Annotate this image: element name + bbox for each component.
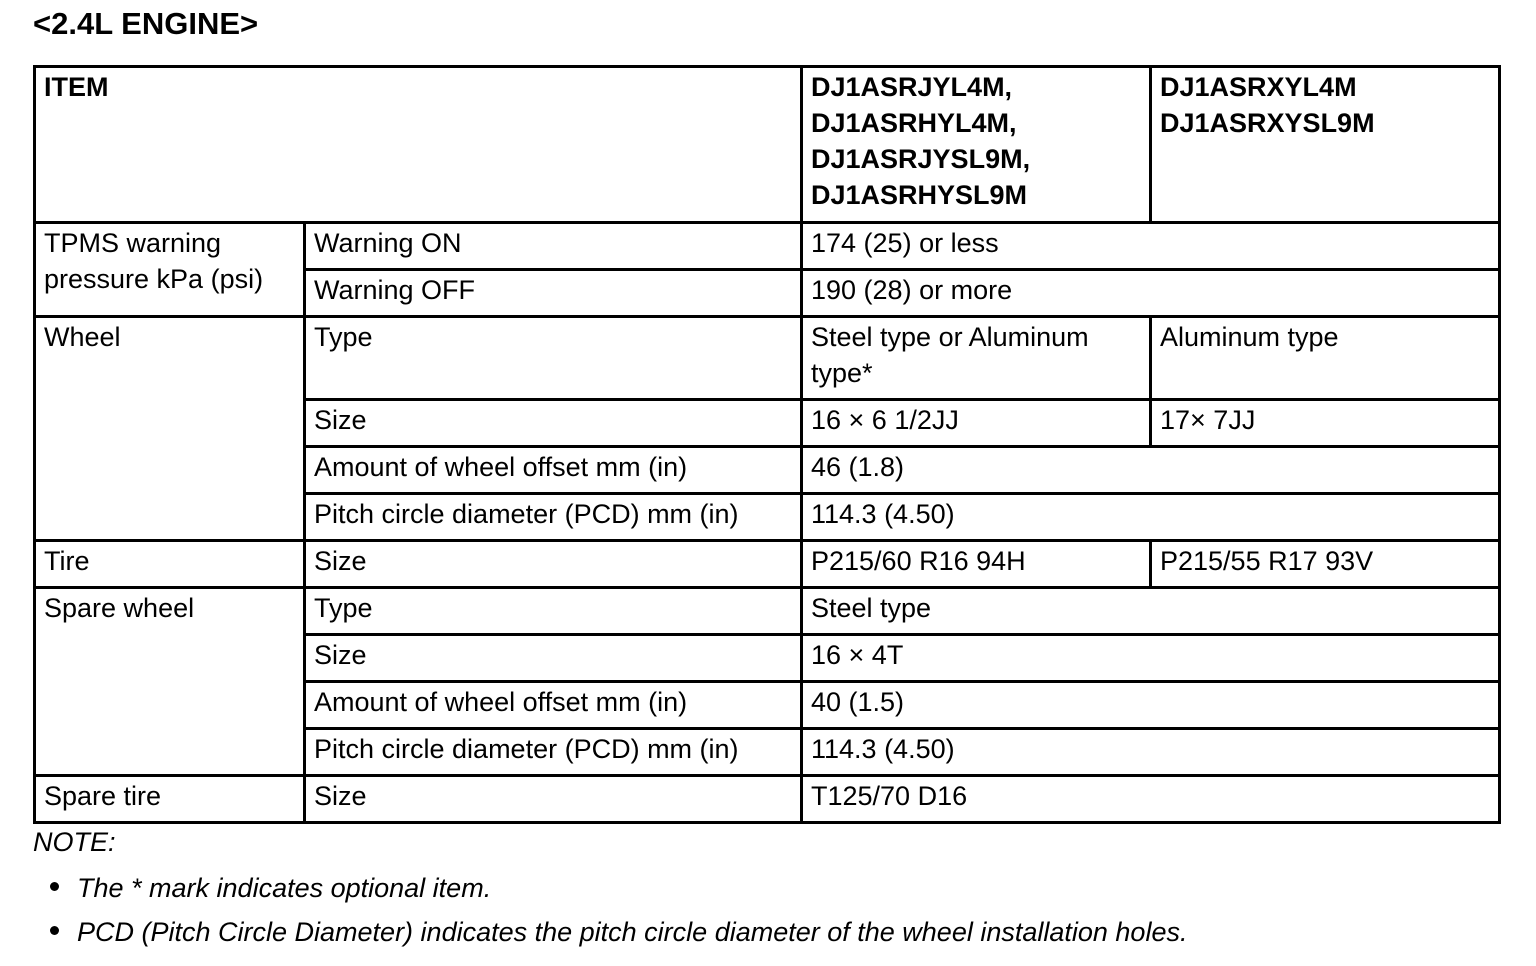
table-row [35,223,1500,270]
bullet-icon [50,882,59,891]
model-group-a-header [802,67,1151,223]
spare-wheel-label: Spare wheel [35,588,305,776]
model-code: DJ1ASRJYL4M, [811,72,1013,102]
note-label: NOTE: [33,827,116,857]
warning-on-label: Warning ON [305,223,802,270]
bullet-icon [50,926,59,935]
tire-size-label: Size [305,541,802,588]
model-code: DJ1ASRHYSL9M [811,180,1028,210]
note-item-text: The * mark indicates optional item. [77,873,492,903]
wheel-size-value-a: 16 × 6 1/2JJ [802,400,1151,447]
table-row [35,541,1500,588]
item-header: ITEM [35,67,802,223]
tpms-label: TPMS warning pressure kPa (psi) [35,223,305,317]
spare-wheel-size-value: 16 × 4T [802,635,1500,682]
spare-wheel-type-value: Steel type [802,588,1500,635]
note-item-text: PCD (Pitch Circle Diameter) indicates the pitch circle diameter of the wheel installation holes. [77,917,1188,947]
model-code: DJ1ASRXYL4M [1160,72,1357,102]
model-code: DJ1ASRHYL4M, [811,108,1017,138]
note-item [50,866,1187,910]
spare-wheel-offset-value: 40 (1.5) [802,682,1500,729]
page-title: <2.4L ENGINE> [33,6,259,41]
warning-off-value: 190 (28) or more [802,270,1500,317]
wheel-type-value-b: Aluminum type [1151,317,1500,400]
spare-tire-size-value: T125/70 D16 [802,776,1500,823]
wheel-size-label: Size [305,400,802,447]
model-code: DJ1ASRJYSL9M, [811,144,1031,174]
model-code: DJ1ASRXYSL9M [1160,108,1375,138]
table-header-row [35,67,1500,223]
tire-label: Tire [35,541,305,588]
wheel-pcd-value: 114.3 (4.50) [802,494,1500,541]
spare-tire-size-label: Size [305,776,802,823]
spare-wheel-pcd-label: Pitch circle diameter (PCD) mm (in) [305,729,802,776]
spare-wheel-type-label: Type [305,588,802,635]
note-item [50,910,1187,954]
table-row [35,317,1500,400]
model-group-b-header [1151,67,1500,223]
wheel-type-value-a: Steel type or Aluminum type* [802,317,1151,400]
wheel-label: Wheel [35,317,305,541]
wheel-offset-label: Amount of wheel offset mm (in) [305,447,802,494]
tire-size-value-a: P215/60 R16 94H [802,541,1151,588]
note-list [50,866,1187,954]
table-row [35,588,1500,635]
spare-wheel-size-label: Size [305,635,802,682]
wheel-pcd-label: Pitch circle diameter (PCD) mm (in) [305,494,802,541]
wheel-type-label: Type [305,317,802,400]
spare-wheel-offset-label: Amount of wheel offset mm (in) [305,682,802,729]
spare-tire-label: Spare tire [35,776,305,823]
spare-wheel-pcd-value: 114.3 (4.50) [802,729,1500,776]
spec-table [33,65,1501,824]
tire-size-value-b: P215/55 R17 93V [1151,541,1500,588]
warning-off-label: Warning OFF [305,270,802,317]
wheel-offset-value: 46 (1.8) [802,447,1500,494]
wheel-size-value-b: 17× 7JJ [1151,400,1500,447]
warning-on-value: 174 (25) or less [802,223,1500,270]
table-row [35,776,1500,823]
